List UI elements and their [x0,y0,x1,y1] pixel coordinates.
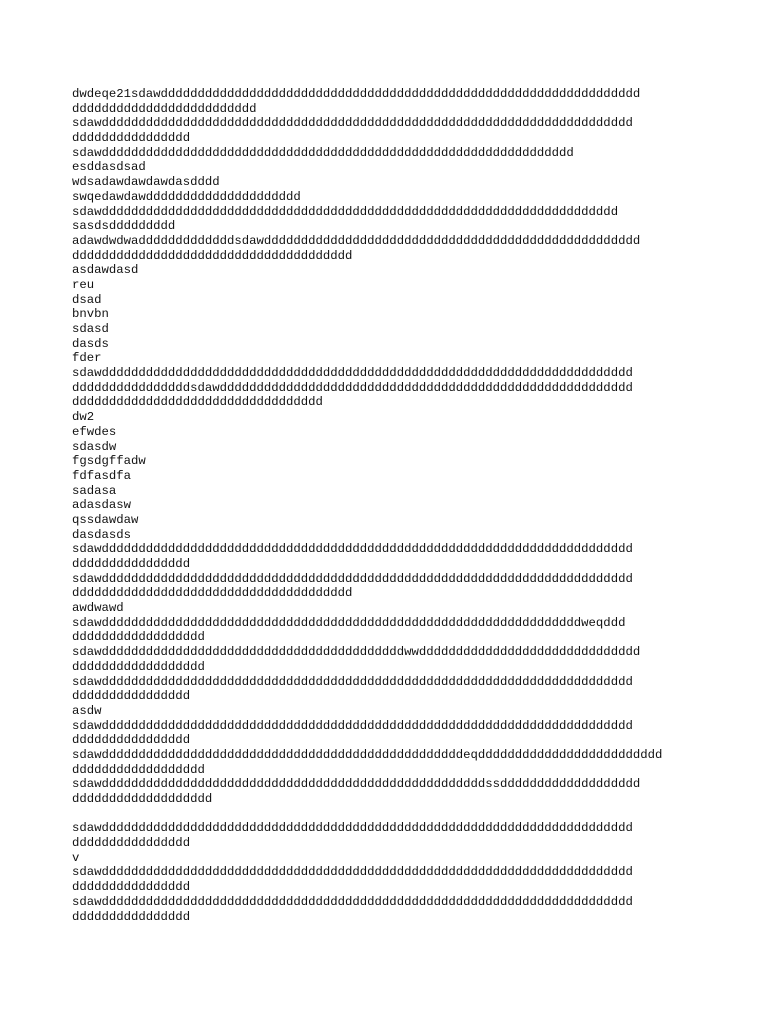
text-line: sdawdddddddddddddddddddddddddddddddddddddddddddddddddddddddddddddddd [72,145,574,160]
text-line: sdawdddddddddddddddddddddddddddddddddddddddddddddddddddddddddddddddddddddddd [72,718,633,733]
text-line: awdwawd [72,601,124,616]
text-line: dddddddddddddddddddddddddddddddddddddd [72,248,353,263]
text-line: fgsdgffadw [72,454,146,469]
text-line: dddddddddddddddd [72,909,191,924]
text-line: reu [72,277,95,292]
text-line: sasdsddddddddd [72,219,176,234]
text-line: asdawdasd [72,263,139,278]
text-line: dasdasds [72,527,132,542]
text-line: dw2 [72,410,95,425]
text-line: sdawdddddddddddddddddddddddddddddddddddddddddddddddddeqddddddddddddddddddddddddd [72,747,663,762]
text-line: dddddddddddddddd [72,836,191,851]
text-line: dddddddddddddddd [72,131,191,146]
text-line: dddddddddddddddddddddddddddddddddd [72,395,323,410]
text-line: sdawdddddddddddddddddddddddddddddddddddddddddddddddddddddddddddddddddddddddd [72,674,633,689]
text-line: adasdasw [72,498,132,513]
text-line: sdawdddddddddddddddddddddddddddddddddddddddddddddddddddddddddddddddddweqddd [72,615,626,630]
text-line: sdawdddddddddddddddddddddddddddddddddddddddddddddddddddddddddddddddddddddddd [72,366,633,381]
document-page [72,87,712,924]
text-line: fder [72,351,102,366]
text-line: dddddddddddddddddd [72,630,205,645]
text-line: sdawddddddddddddddddddddddddddddddddddddddddddddddddddddssddddddddddddddddddd [72,777,641,792]
text-line: asdw [72,703,102,718]
text-line: fdfasdfa [72,468,132,483]
text-line: dsad [72,292,102,307]
text-line: dddddddddddddddd [72,733,191,748]
text-line: dddddddddddddddddddddddddddddddddddddd [72,586,353,601]
text-line: sadasa [72,483,117,498]
text-line: sdasd [72,322,109,336]
text-line: ddddddddddddddddddddddddd [72,101,257,116]
text-line: dddddddddddddddddd [72,659,205,674]
text-line: sdawdddddddddddddddddddddddddddddddddddddddddddddddddddddddddddddddddddddddd [72,865,633,880]
text-line: dddddddddddddddddd [72,762,205,777]
text-line: sdawdddddddddddddddddddddddddddddddddddddddddddddddddddddddddddddddddddddddd [72,116,633,131]
text-line: efwdes [72,424,117,439]
text-line: qssdawdaw [72,512,139,527]
text-line: sdawdddddddddddddddddddddddddddddddddddddddddddddddddddddddddddddddddddddd [72,204,619,219]
text-line: sdasdw [72,439,117,454]
text-line: sdawdddddddddddddddddddddddddddddddddddddddddwwdddddddddddddddddddddddddddddd [72,645,641,660]
text-line: sdawdddddddddddddddddddddddddddddddddddddddddddddddddddddddddddddddddddddddd [72,821,633,836]
text-line: dasds [72,336,109,351]
text-line: v [72,850,80,865]
text-line: ddddddddddddddddddd [72,792,213,806]
text-line: adawdwdwadddddddddddddsdawddddddddddddddddddddddddddddddddddddddddddddddddddd [72,233,641,248]
text-line: dddddddddddddddd [72,880,191,895]
text-line: dwdeqe21sdawddddddddddddddddddddddddddddddddddddddddddddddddddddddddddddddddd [72,87,641,101]
text-line: sdawdddddddddddddddddddddddddddddddddddddddddddddddddddddddddddddddddddddddd [72,894,633,909]
text-line: sdawdddddddddddddddddddddddddddddddddddddddddddddddddddddddddddddddddddddddd [72,542,633,557]
text-line: ddddddddddddddddsdawdddddddddddddddddddddddddddddddddddddddddddddddddddddddd [72,380,633,395]
text-line: wdsadawdawdawdasdddd [72,175,220,190]
text-line [72,807,712,822]
text-line: bnvbn [72,307,109,322]
text-line: dddddddddddddddd [72,557,191,571]
text-line: dddddddddddddddd [72,689,191,704]
text-line: swqedawdawddddddddddddddddddddd [72,189,301,204]
text-line: sdawdddddddddddddddddddddddddddddddddddddddddddddddddddddddddddddddddddddddd [72,571,633,586]
text-line: esddasdsad [72,160,146,175]
